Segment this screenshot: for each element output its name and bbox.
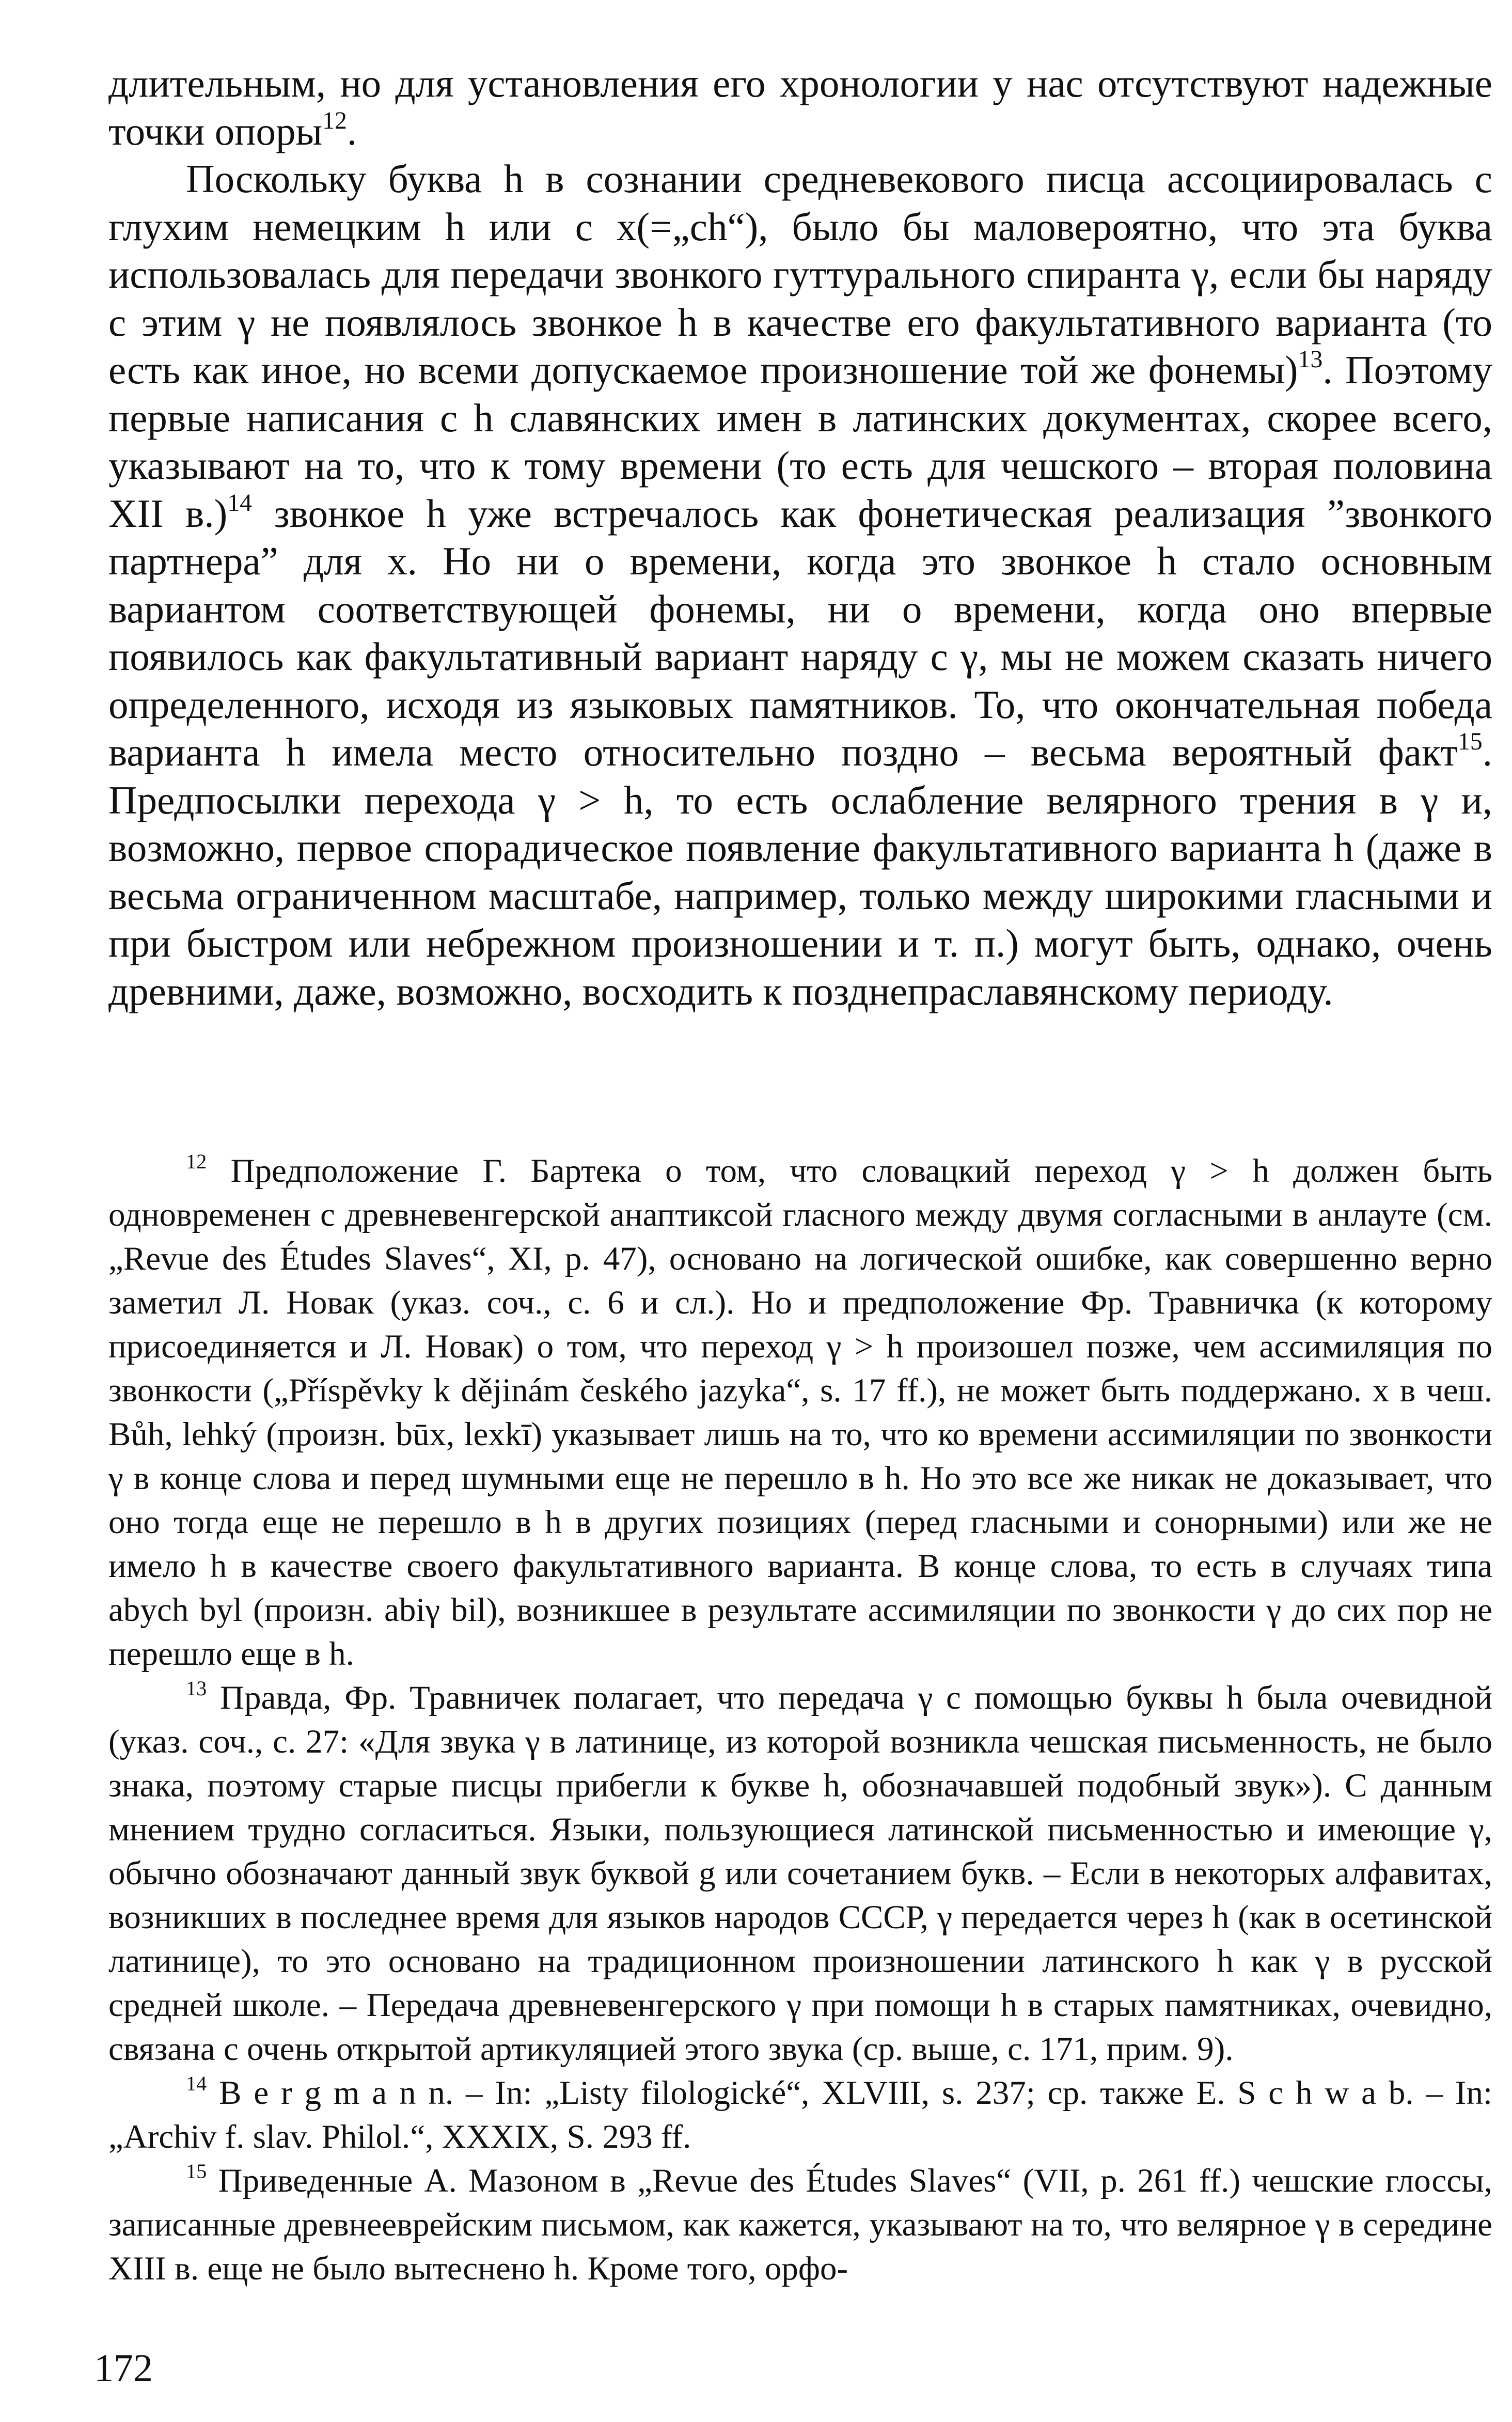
footnote-number: 12 <box>186 1149 207 1173</box>
paragraph-2 <box>108 155 1492 1015</box>
footnote-ref-12: 12 <box>322 106 347 134</box>
paragraph-text: звонкое h уже встречалось как фонетическая реализация ”звонкого партнера” для x. Но ни о времени, когда это звонкое h стало основным вариантом соответствующей фонемы, ни о времени, когда оно впервые появилось как факультативный вариант наряду с γ, мы не можем сказать ничего определенного, исходя из языковых памятников. То, что окончательная победа варианта h имела место относительно поздно – весьма вероятный факт <box>108 491 1492 774</box>
footnote-text: Приведенные А. Мазоном в „Revue des Études Slaves“ (VII, p. 261 ff.) чешские глоссы, записанные древнееврейским письмом, как кажется, указывают на то, что велярное γ в середине XIII в. еще не было вытеснено h. Кроме того, орфо- <box>108 2162 1492 2287</box>
footnote-14 <box>108 2071 1492 2159</box>
page-number: 172 <box>94 2347 153 2390</box>
footnote-number: 13 <box>186 1676 207 1700</box>
footnote-number: 14 <box>186 2071 207 2095</box>
footnote-12 <box>108 1149 1492 1676</box>
footnote-ref-14: 14 <box>227 489 253 517</box>
footnote-text: B e r g m a n n. – In: „Listy filologické“, XLVIII, s. 237; ср. также E. S c h w a b. – In: „Archiv f. slav. Philol.“, XXXIX, S. 293 ff. <box>108 2074 1492 2155</box>
footnote-ref-13: 13 <box>1298 345 1323 373</box>
footnote-text: Правда, Фр. Травничек полагает, что передача γ с помощью буквы h была очевидной (указ. соч., с. 27: «Для звука γ в латинице, из которой возникла чешская письменность, не было знака, поэтому старые писцы прибегли к букве h, обозначавшей подобный звук»). С данным мнением трудно согласиться. Языки, пользующиеся латинской письменностью и имеющие γ, обычно обозначают данный звук буквой g или сочетанием букв. – Если в некоторых алфавитах, возникших в последнее время для языков народов СССР, γ передается через h (как в осетинской латинице), то это основано на традиционном произношении латинского h как γ в русской средней школе. – Передача древневенгерского γ при помощи h в старых памятниках, очевидно, связана с очень открытой артикуляцией этого звука (ср. выше, с. 171, прим. 9). <box>108 1679 1493 2068</box>
paragraph-text: . Предпосылки перехода γ > h, то есть ослабление велярного трения в γ и, возможно, первое спорадическое появление факультативного варианта h (даже в весьма ограниченном масштабе, например, только между широкими гласными и при быстром или небрежном произношении и т. п.) могут быть, однако, очень древними, даже, возможно, восходить к позднепраславянскому периоду. <box>108 730 1492 1013</box>
paragraph-1 <box>108 59 1492 155</box>
paragraph-text-tail: . <box>346 108 357 153</box>
footnote-15 <box>108 2159 1492 2291</box>
footnotes <box>108 1149 1492 2291</box>
paragraph-text: . Поэтому первые написания с h славянских имен в латинских документах, скорее всего, указывают на то, что к тому времени (то есть для чешского – вторая половина XII в.) <box>108 348 1492 536</box>
footnote-13 <box>108 1676 1492 2071</box>
main-text <box>108 59 1492 1015</box>
footnote-number: 15 <box>186 2159 207 2183</box>
footnote-ref-15: 15 <box>1458 727 1483 755</box>
paragraph-text: Поскольку буква h в сознании средневекового писца ассоциировалась с глухим немецким h или с x(=„ch“), было бы маловероятно, что эта буква использовалась для передачи звонкого гуттурального спиранта γ, если бы наряду с этим γ не появлялось звонкое h в качестве его факультативного варианта (то есть как иное, но всеми допускаемое произношение той же фонемы) <box>108 157 1492 392</box>
footnote-text: Предположение Г. Бартека о том, что словацкий переход γ > h должен быть одновременен с древневенгерской анаптиксой гласного между двумя согласными в анлауте (см. „Revue des Études Slaves“, XI, p. 47), основано на логической ошибке, как совершенно верно заметил Л. Новак (указ. соч., с. 6 и сл.). Но и предположение Фр. Травничка (к которому присоединяется и Л. Новак) о том, что переход γ > h произошел позже, чем ассимиляция по звонкости („Příspěvky k dějinám českého jazyka“, s. 17 ff.), не может быть поддержано. x в чеш. Bůh, lehký (произн. būx, lexkī) указывает лишь на то, что ко времени ассимиляции по звонкости γ в конце слова и перед шумными еще не перешло в h. Но это все же никак не доказывает, что оно тогда еще не перешло в h в других позициях (перед гласными и сонорными) или же не имело h в качестве своего факультативного варианта. В конце слова, то есть в случаях типа abych byl (произн. abiγ bil), возникшее в результате ассимиляции по звонкости γ до сих пор не перешло еще в h. <box>108 1152 1492 1673</box>
paragraph-text: длительным, но для установления его хронологии у нас отсутствуют надежные точки опоры <box>108 61 1492 153</box>
